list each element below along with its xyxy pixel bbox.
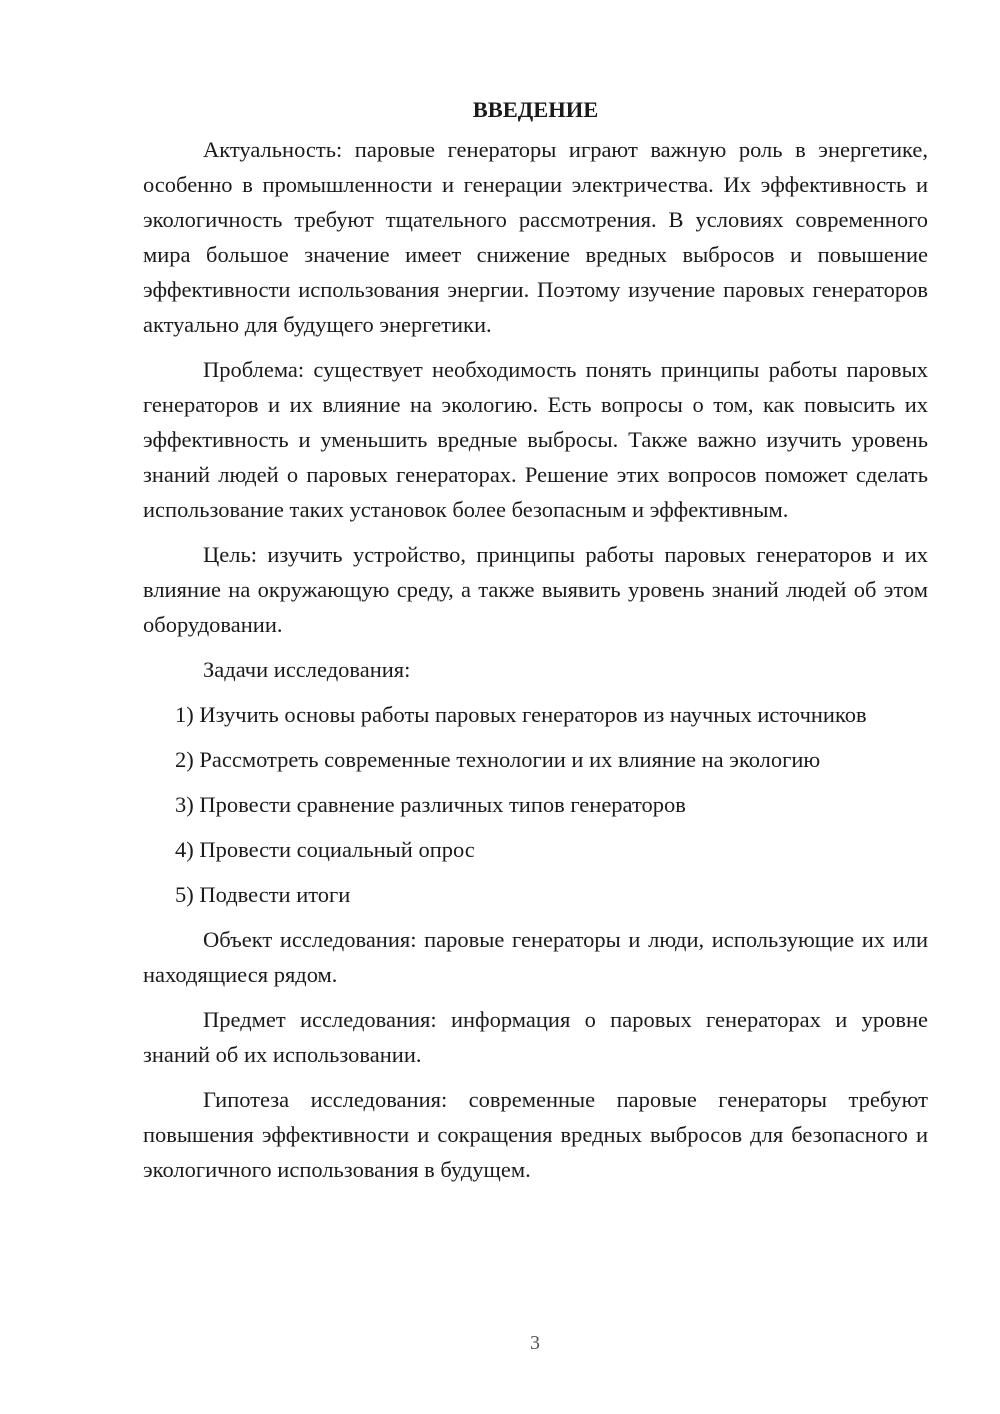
task-item-3: 3) Провести сравнение различных типов генераторов (175, 792, 686, 817)
paragraph-problem: Проблема: существует необходимость понять принципы работы паровых генераторов и их влияние на экологию. Есть вопросы о том, как повысить их эффективность и уменьшить вредные выбросы. Также важно изучить уровень знаний людей о паровых генераторах. Решение этих вопросов поможет сделать использование таких установок более безопасным и эффективным. (143, 357, 928, 522)
paragraph-hypothesis: Гипотеза исследования: современные паровые генераторы требуют повышения эффективности и сокращения вредных выбросов для безопасного и экологичного использования в будущем. (143, 1087, 928, 1182)
paragraph-subject: Предмет исследования: информация о паровых генераторах и уровне знаний об их использовании. (143, 1007, 928, 1067)
page-number: 3 (530, 1332, 540, 1354)
page-title: ВВЕДЕНИЕ (472, 97, 599, 122)
task-item-2: 2) Рассмотреть современные технологии и их влияние на экологию (175, 747, 821, 772)
paragraph-relevance: Актуальность: паровые генераторы играют важную роль в энергетике, особенно в промышленности и генерации электричества. Их эффективность и экологичность требуют тщательного рассмотрения. В условиях современного мира большое значение имеет снижение вредных выбросов и повышение эффективности использования энергии. Поэтому изучение паровых генераторов актуально для будущего энергетики. (143, 137, 928, 337)
task-item-4: 4) Провести социальный опрос (175, 837, 475, 862)
paragraph-goal: Цель: изучить устройство, принципы работы паровых генераторов и их влияние на окружающую среду, а также выявить уровень знаний людей об этом оборудовании. (143, 542, 928, 637)
document-body (143, 92, 928, 1197)
task-item-5: 5) Подвести итоги (175, 882, 351, 907)
paragraph-object: Объект исследования: паровые генераторы и люди, использующие их или находящиеся рядом. (143, 927, 928, 987)
tasks-heading: Задачи исследования: (203, 657, 411, 682)
task-item-1: 1) Изучить основы работы паровых генераторов из научных источников (175, 702, 867, 727)
